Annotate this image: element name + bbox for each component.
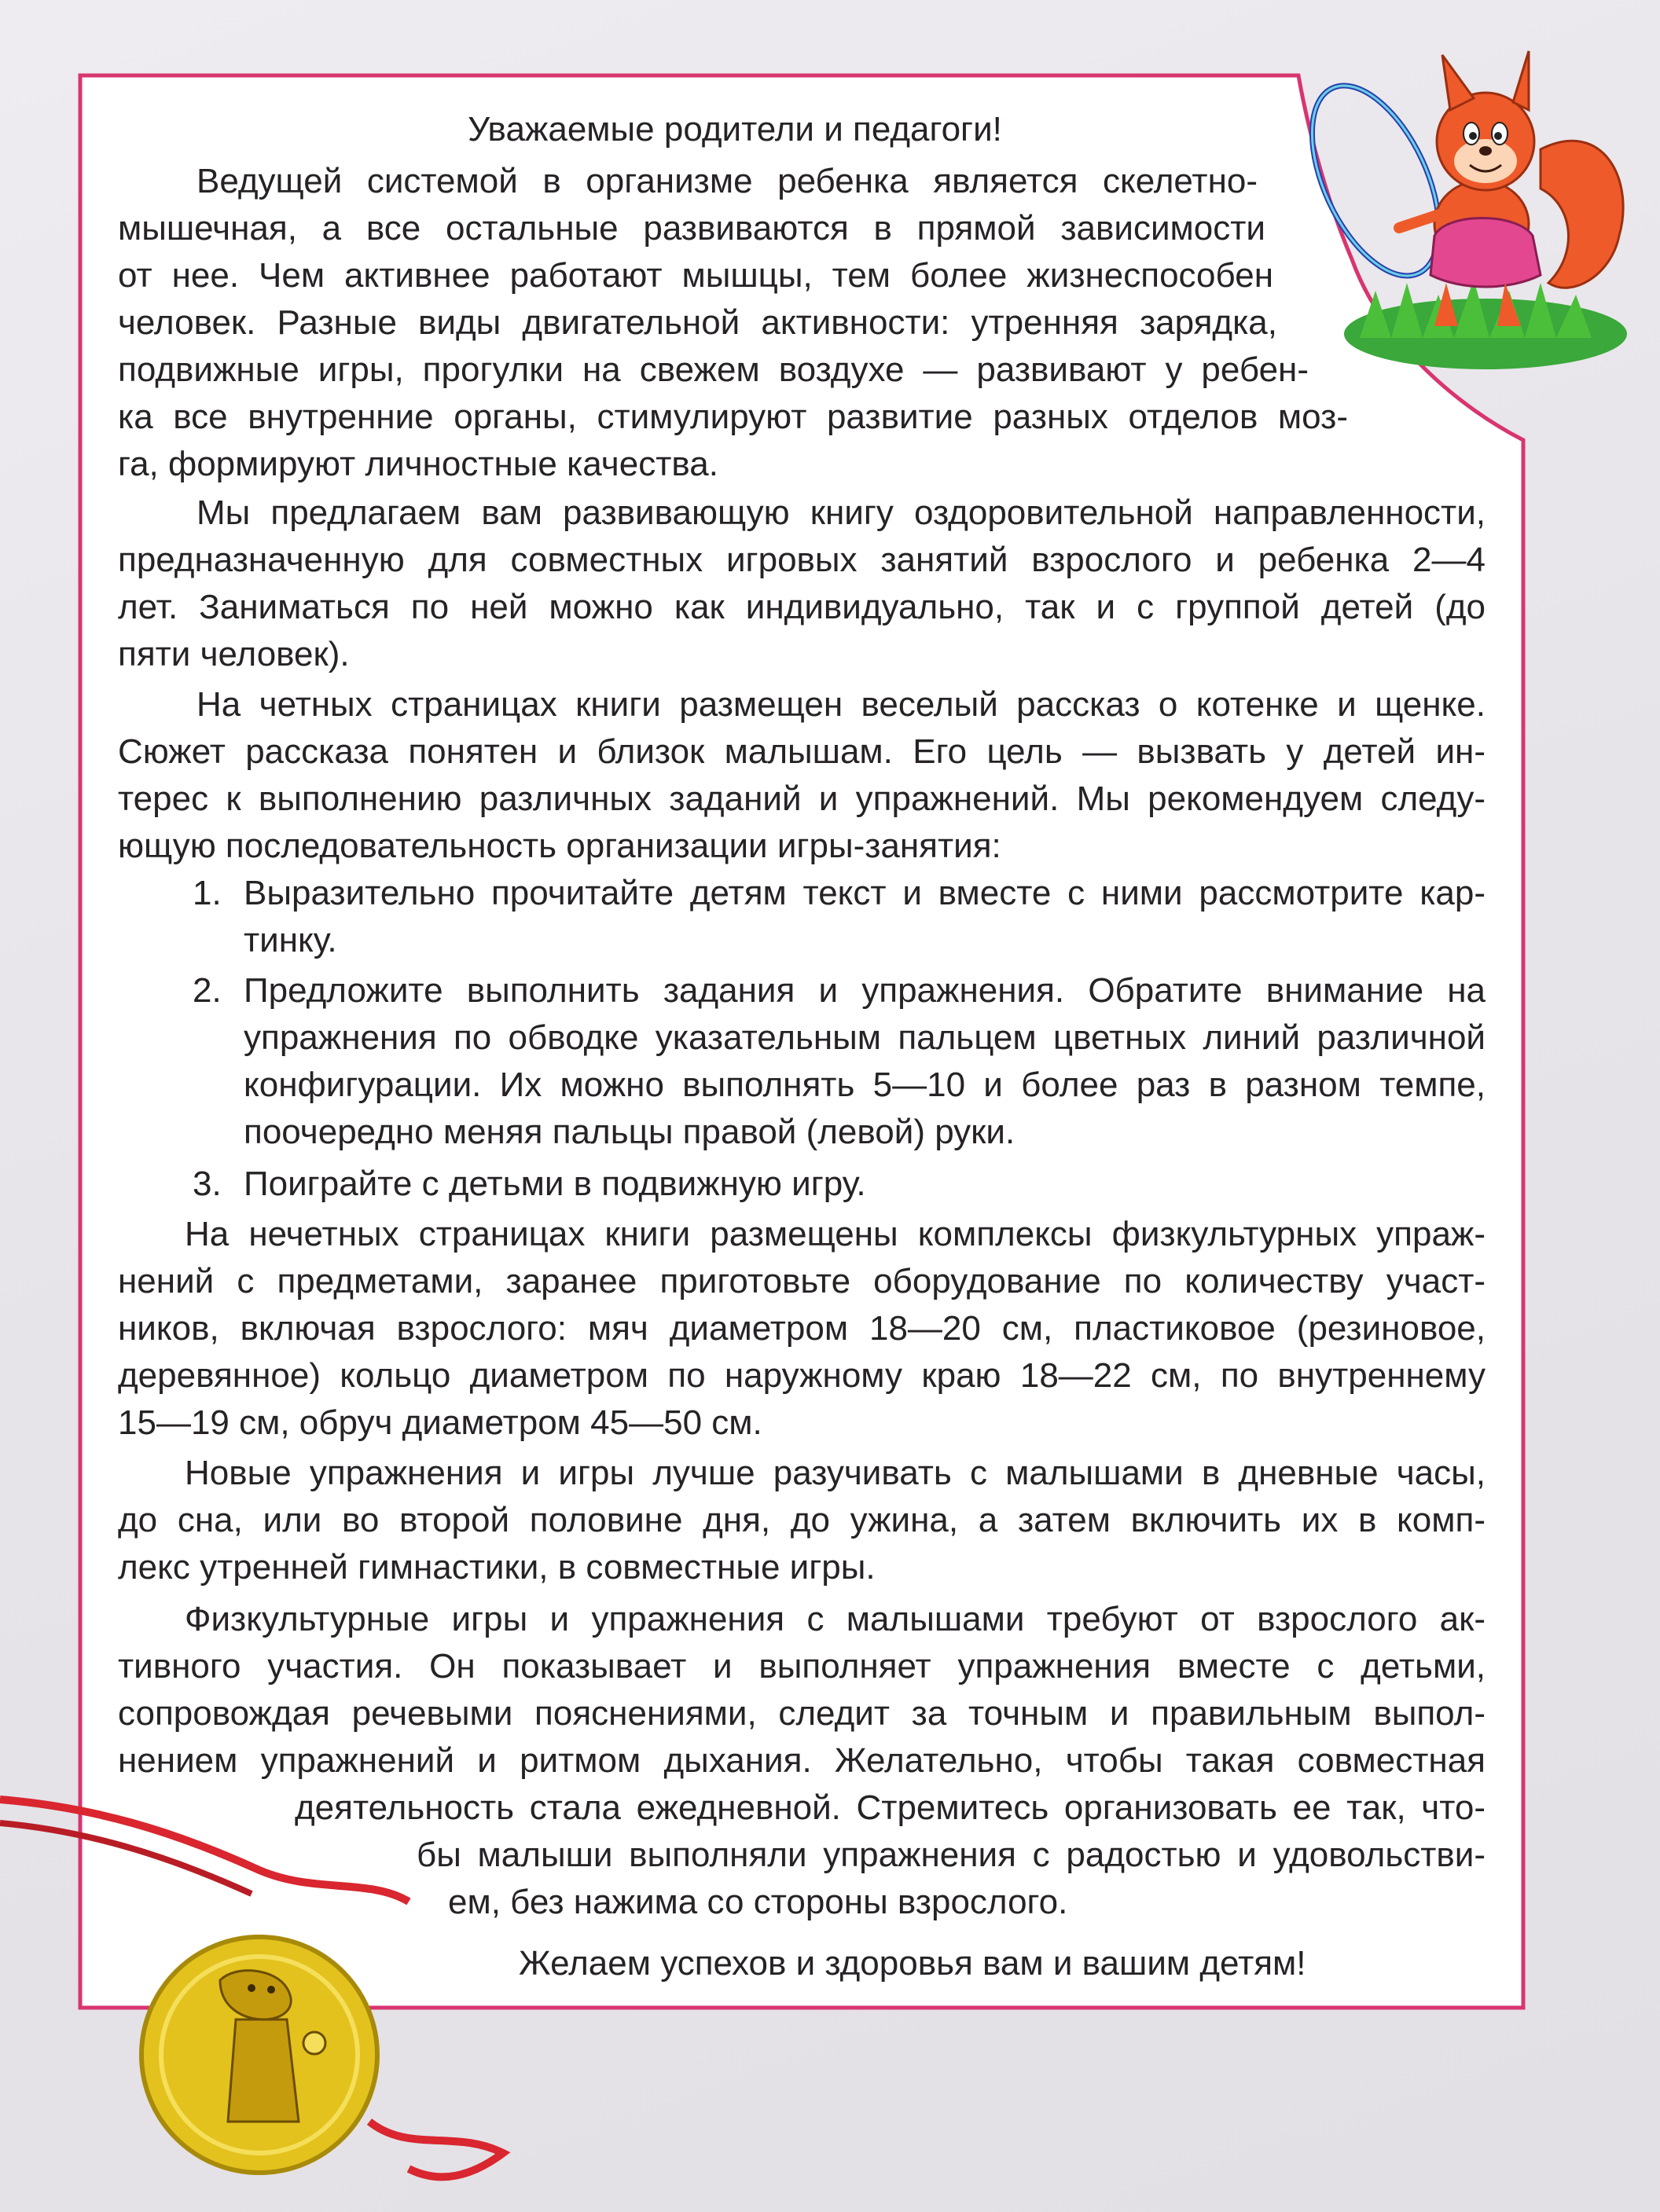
text-line: Новые упражнения и игры лучше разучивать с малышами в дневные часы, [185,1454,1486,1492]
text-line: деятельность стала ежедневной. Стремитесь организовать ее так, что- [295,1788,1486,1827]
text-line: Сюжет рассказа понятен и близок малышам. Его цель — вызвать у детей ин- [118,732,1486,771]
text-line: терес к выполнению различных заданий и упражнений. Мы рекомендуем следу- [118,780,1486,818]
text-line: предназначенную для совместных игровых занятий взрослого и ребенка 2—4 [118,541,1486,579]
text-line: га, формируют личностные качества. [118,445,718,483]
closing-line: Желаем успехов и здоровья вам и вашим детям! [519,1944,1306,1983]
text-line: бы малыши выполняли упражнения с радостью и удовольстви- [417,1836,1486,1874]
squirrel-with-hoop-icon [1305,24,1643,369]
text-line: 15—19 см, обруч диаметром 45—50 см. [118,1403,762,1442]
text-line: деревянное) кольцо диаметром по наружному краю 18—22 см, по внутреннему [118,1356,1486,1395]
text-line: ем, без нажима со стороны взрослого. [448,1883,1068,1921]
text-line: лет. Заниматься по ней можно как индивидуально, так и с группой детей (до [118,588,1486,626]
text-line: нением упражнений и ритмом дыхания. Желательно, чтобы такая совместная [118,1741,1486,1780]
text-line: Физкультурные игры и упражнения с малышами требуют от взрослого ак- [185,1600,1486,1638]
text-line: подвижные игры, прогулки на свежем воздухе — развивают у ребен- [118,350,1309,389]
text-line: 1. [193,874,222,912]
text-line: сопровождая речевыми пояснениями, следит за точным и правильным выпол- [118,1694,1486,1733]
text-line: конфигурации. Их можно выполнять 5—10 и более раз в разном темпе, [244,1066,1486,1104]
gold-medal-with-puppy-icon [0,1784,519,2212]
text-line: тинку. [244,921,337,959]
text-line: от нее. Чем активнее работают мышцы, тем более жизнеспособен [118,256,1273,295]
text-line: Ведущей системой в организме ребенка является скелетно- [196,162,1258,200]
text-line: тивного участия. Он показывает и выполняет упражнения вместе с детьми, [118,1647,1486,1686]
text-line: пяти человек). [118,635,350,673]
text-line: Мы предлагаем вам развивающую книгу оздоровительной направленности, [196,493,1486,532]
text-line: до сна, или во второй половине дня, до ужина, а затем включить их в комп- [118,1501,1486,1539]
text-line: Предложите выполнить задания и упражнения. Обратите внимание на [244,971,1486,1010]
text-line: поочередно меняя пальцы правой (левой) руки. [244,1113,1015,1151]
text-line: Выразительно прочитайте детям текст и вместе с ними рассмотрите кар- [244,874,1486,912]
text-line: ников, включая взрослого: мяч диаметром 18—20 см, пластиковое (резиновое, [118,1309,1486,1348]
text-line: На четных страницах книги размещен веселый рассказ о котенке и щенке. [196,685,1486,724]
text-line: 3. [193,1165,222,1203]
text-line: лекс утренней гимнастики, в совместные игры. [118,1548,876,1587]
text-line: упражнения по обводке указательным пальцем цветных линий различной [244,1018,1486,1057]
text-line: 2. [193,971,222,1010]
text-line: На нечетных страницах книги размещены комплексы физкультурных упраж- [185,1215,1486,1253]
text-line: ющую последовательность организации игры-занятия: [118,827,1001,865]
text-line: мышечная, а все остальные развиваются в прямой зависимости [118,209,1265,248]
text-line: человек. Разные виды двигательной активности: утренняя зарядка, [118,303,1277,342]
text-line: нений с предметами, заранее приготовьте оборудование по количеству участ- [118,1262,1486,1300]
greeting-heading: Уважаемые родители и педагоги! [468,110,1002,149]
text-line: Поиграйте с детьми в подвижную игру. [244,1165,866,1203]
text-line: ка все внутренние органы, стимулируют развитие разных отделов моз- [118,398,1348,436]
